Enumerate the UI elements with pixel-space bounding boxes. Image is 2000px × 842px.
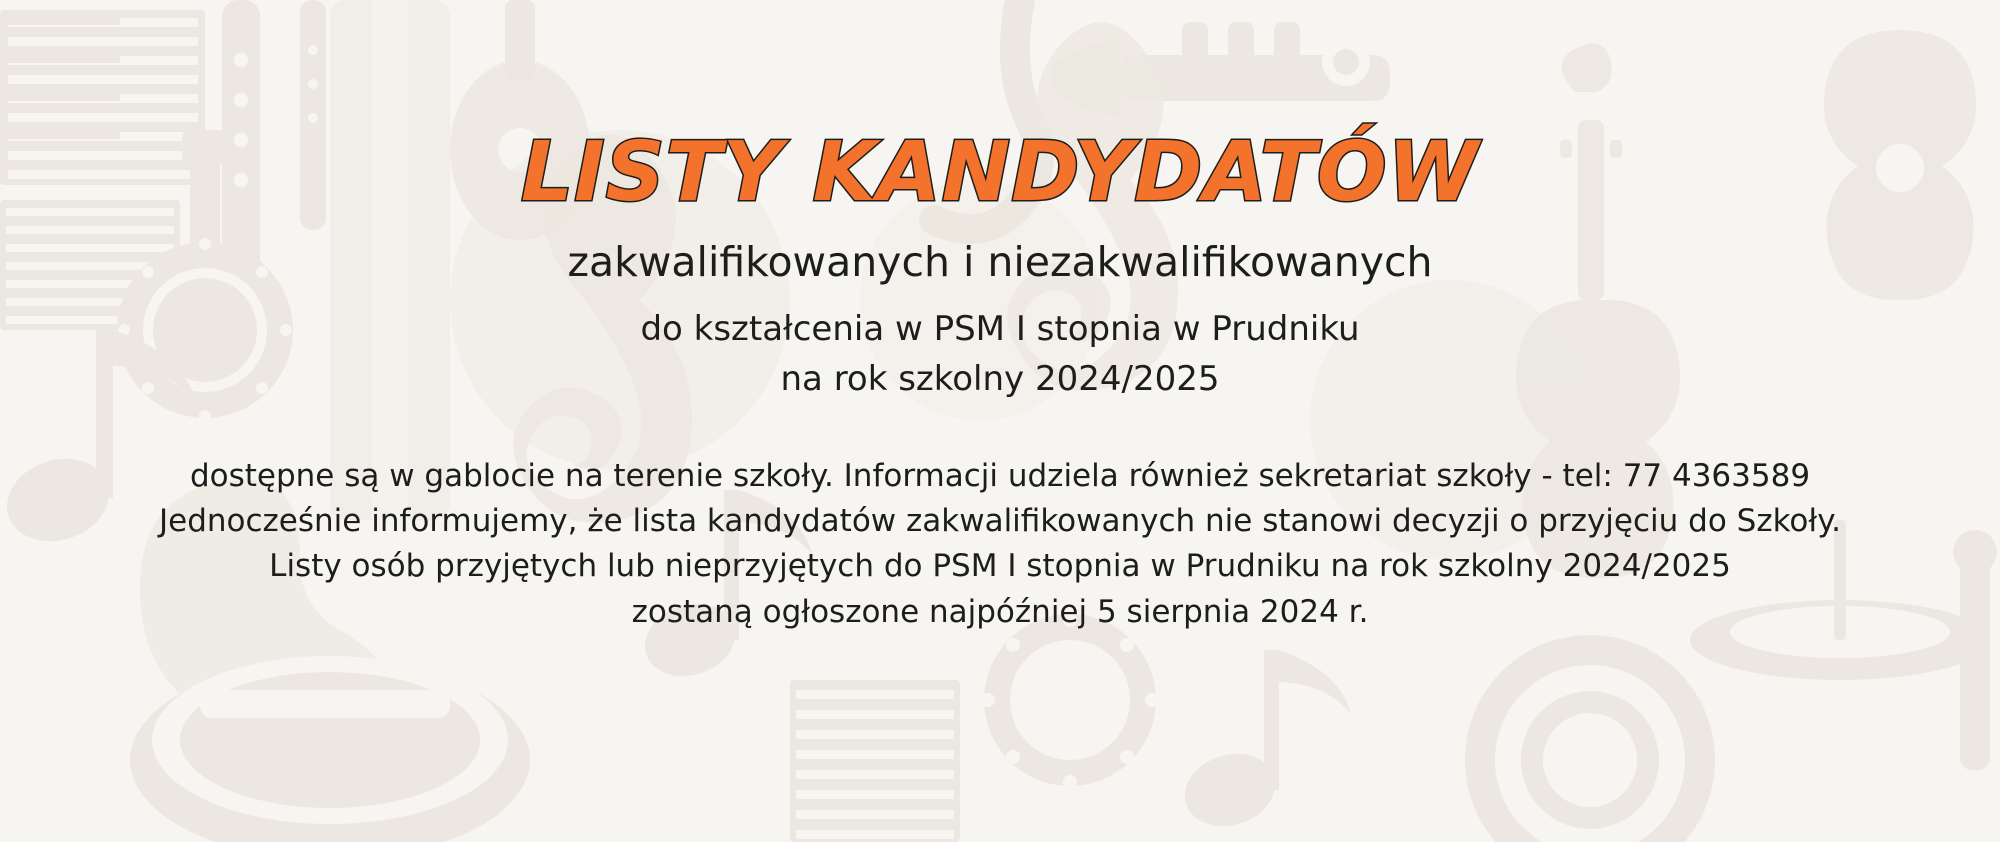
page-title: LISTY KANDYDATÓW [520,125,1480,220]
body-line-3: Listy osób przyjętych lub nieprzyjętych do PSM I stopnia w Prudniku na rok szkolny 2024/2025 [269,548,1731,585]
body-line-4: zostaną ogłoszone najpóźniej 5 sierpnia 2024 r. [631,593,1369,630]
body-line-2: Jednocześnie informujemy, że lista kandydatów zakwalifikowanych nie stanowi decyzji o przyjęciu do Szkoły. [158,503,1841,540]
body-line-1: dostępne są w gablocie na terenie szkoły. Informacji udziela również sekretariat szkoły - tel: 77 4363589 [189,457,1811,494]
body-text [60,454,1940,635]
subtitle-school-line: do kształcenia w PSM I stopnia w Prudniku [640,309,1360,350]
subtitle-school-year: na rok szkolny 2024/2025 [780,358,1220,399]
subtitle-qualified: zakwalifikowanych i niezakwalifikowanych [567,238,1433,286]
